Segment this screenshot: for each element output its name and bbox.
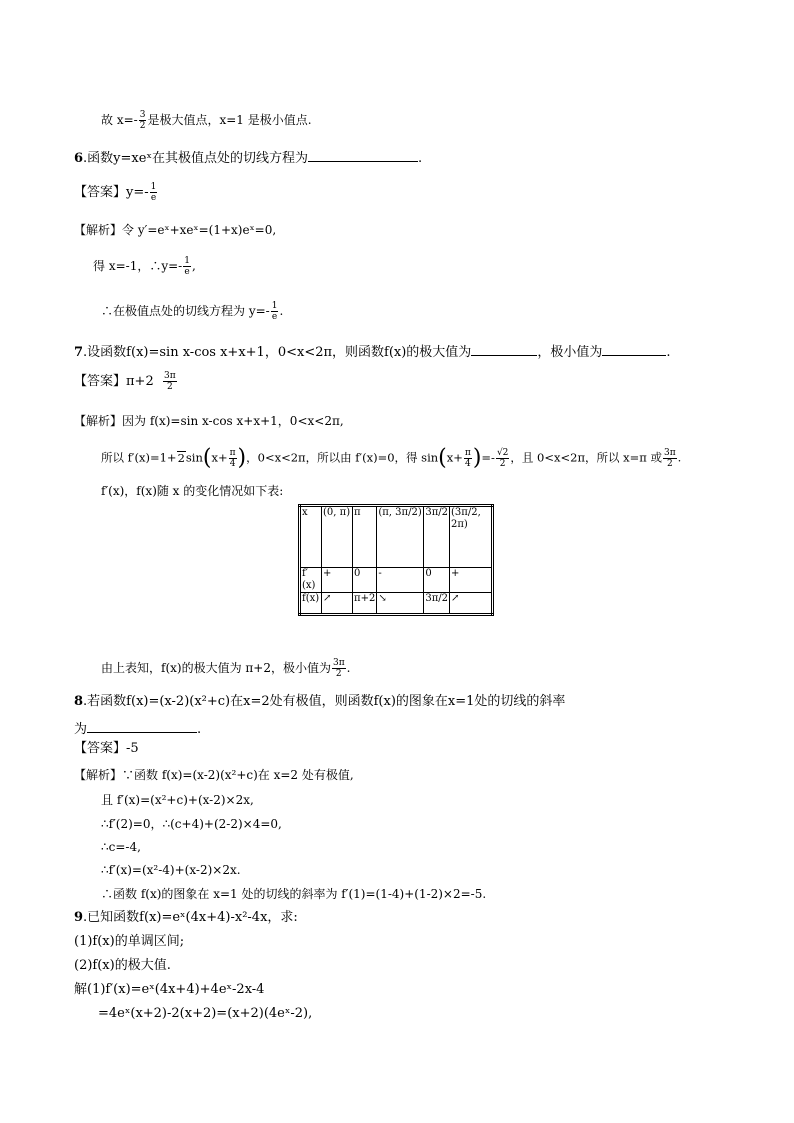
q7-analysis-line2: 所以 f′(x)=1+2sin(x+ $\frac{\pi}{4}$ )，0<x<2π，所以由 f′(x)=0，得 sin(x+ $\frac{\pi}{4}$ )=- $\frac{√2}{2}$ ，且 0<x<2π，所以 x=π 或 $\frac{3\pi}{2}$ . — [101, 445, 682, 471]
q8-analysis-line5: ∴f′(x)=(x²-4)+(x-2)×2x. — [101, 863, 241, 877]
fraction: $\frac{\pi}{4}$ — [229, 448, 236, 469]
q9-sub2: (2)f(x)的极大值. — [74, 958, 171, 973]
q8-analysis-line6: ∴函数 f(x)的图象在 x=1 处的切线的斜率为 f′(1)=(1-4)+(1-2)×2=-5. — [101, 887, 487, 901]
question-6: 6.函数y=xeˣ在其极值点处的切线方程为 . — [74, 147, 422, 168]
variation-table — [298, 504, 494, 616]
answer-blank-max — [471, 341, 537, 356]
table-row — [300, 506, 493, 568]
q8-analysis-line4: ∴c=-4, — [101, 840, 141, 854]
answer-blank-min — [602, 341, 666, 356]
table-cell: 0 — [353, 568, 377, 593]
question-8: 8.若函数f(x)=(x-2)(x²+c)在x=2处有极值，则函数f(x)的图象在x=1处的切线的斜率 — [74, 694, 566, 709]
table-cell: π — [353, 506, 377, 568]
table-cell: x — [300, 506, 322, 568]
answer-blank — [87, 718, 197, 733]
table-cell: + — [450, 568, 493, 593]
fraction: $\frac{3\pi}{2}$ — [164, 371, 176, 392]
table-cell: ↗ — [322, 593, 353, 615]
q9-solution-line2: =4eˣ(x+2)-2(x+2)=(x+2)(4eˣ-2), — [98, 1006, 313, 1021]
q9-sub1: (1)f(x)的单调区间; — [74, 934, 185, 949]
q8-analysis-line3: ∴f′(2)=0，∴(c+4)+(2-2)×4=0, — [101, 817, 282, 831]
q6-analysis-line2: 得 x=-1，∴y=- $\frac{1}{e}$ , — [93, 256, 196, 277]
q7-analysis-line3: f′(x)，f(x)随 x 的变化情况如下表: — [101, 484, 284, 498]
question-9: 9.已知函数f(x)=eˣ(4x+4)-x²-4x，求: — [74, 910, 298, 925]
fraction: $\frac{3\pi}{2}$ — [664, 448, 676, 469]
table-cell: (π, 3π/2) — [377, 506, 424, 568]
table-cell: ↘ — [377, 593, 424, 615]
fraction: $\frac{1}{e}$ — [184, 256, 190, 277]
table-row — [300, 593, 493, 615]
table-cell: ↗ — [450, 593, 493, 615]
table-cell: 0 — [424, 568, 450, 593]
fraction: $\frac{\pi}{4}$ — [464, 448, 471, 469]
q7-answer: 【答案】π+2 $\frac{3\pi}{2}$ — [74, 371, 176, 392]
q6-analysis-line1: 【解析】令 y′=eˣ+xeˣ=(1+x)eˣ=0, — [74, 223, 277, 237]
q9-solution-line1: 解(1)f′(x)=eˣ(4x+4)+4eˣ-2x-4 — [74, 982, 265, 997]
table-cell: f′(x) — [300, 568, 322, 593]
question-8-line2: 为 . — [74, 718, 201, 739]
q8-analysis-line2: 且 f′(x)=(x²+c)+(x-2)×2x, — [101, 793, 254, 807]
table-cell: 3π/2 — [424, 593, 450, 615]
table-cell: π+2 — [353, 593, 377, 615]
table-cell: (3π/2, 2π) — [450, 506, 493, 568]
table-cell: - — [377, 568, 424, 593]
fraction: $\frac{√2}{2}$ — [496, 448, 509, 469]
table-cell: (0, π) — [322, 506, 353, 568]
q6-answer: 【答案】y=- $\frac{1}{e}$ — [74, 182, 157, 203]
line-top: 故 x=- $\frac{3}{2}$ 是极大值点，x=1 是极小值点. — [101, 110, 312, 131]
fraction: $\frac{1}{e}$ — [271, 301, 278, 322]
table-cell: 3π/2 — [424, 506, 450, 568]
table-row — [300, 568, 493, 593]
q8-answer: 【答案】-5 — [74, 741, 139, 756]
fraction: $\frac{1}{e}$ — [150, 182, 157, 203]
fraction: $\frac{3\pi}{2}$ — [332, 658, 345, 679]
q7-conclusion: 由上表知，f(x)的极大值为 π+2，极小值为 $\frac{3\pi}{2}$ . — [101, 658, 351, 679]
table-cell: + — [322, 568, 353, 593]
q6-analysis-line3: ∴在极值点处的切线方程为 y=- $\frac{1}{e}$ . — [101, 301, 284, 322]
answer-blank — [308, 147, 418, 162]
table-cell: f(x) — [300, 593, 322, 615]
q7-analysis-line1: 【解析】因为 f(x)=sin x-cos x+x+1，0<x<2π, — [74, 414, 344, 428]
question-7: 7.设函数f(x)=sin x-cos x+x+1，0<x<2π，则函数f(x)的极大值为 ，极小值为 . — [74, 341, 670, 362]
fraction: $\frac{3}{2}$ — [139, 110, 146, 131]
q8-analysis-line1: 【解析】∵函数 f(x)=(x-2)(x²+c)在 x=2 处有极值, — [74, 768, 354, 782]
